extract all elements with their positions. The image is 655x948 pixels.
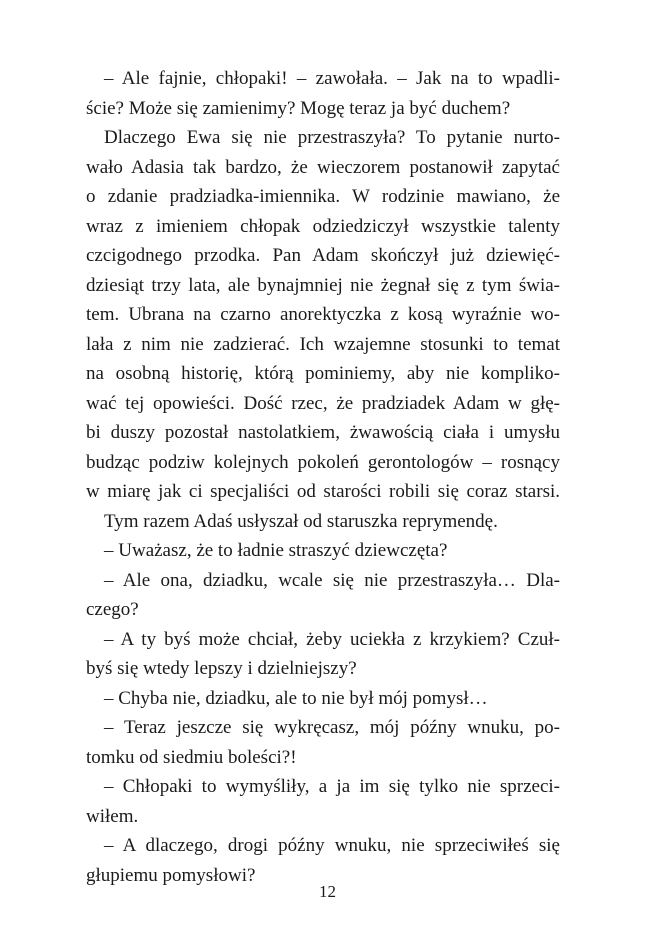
text-line: o zdanie pradziadka-imiennika. W rodzinie mawiano, że [86,186,560,207]
text-line: czcigodnego przodka. Pan Adam skończył już dziewięć- [86,245,560,266]
text-line: – Uważasz, że to ładnie straszyć dziewczęta? [104,540,448,561]
text-line: Tym razem Adaś usłyszał od staruszka reprymendę. [104,510,498,532]
text-line: – A ty byś może chciał, żeby uciekła z krzykiem? Czuł- [104,628,560,650]
text-line: głupiemu pomysłowi? [86,864,256,886]
text-line: czego? [86,599,139,620]
text-line: ście? Może się zamienimy? Mogę teraz ja być duchem? [86,97,511,119]
text-line: na osobną historię, którą pominiemy, aby nie kompliko- [86,363,560,384]
text-line: – Chyba nie, dziadku, ale to nie był mój pomysł… [104,687,488,709]
text-line: – A dlaczego, drogi późny wnuku, nie sprzeciwiłeś się [104,835,560,856]
text-line: – Chłopaki to wymyśliły, a ja im się tylko nie sprzeci- [104,776,560,797]
text-line: wraz z imieniem chłopak odziedziczył wszystkie talenty [86,215,560,237]
text-line: byś się wtedy lepszy i dzielniejszy? [86,658,357,679]
text-line: – Ale ona, dziadku, wcale się nie przestraszyła… Dla- [104,569,560,591]
page-number: 12 [319,882,336,901]
text-line: wiłem. [86,805,139,827]
text-line: lała z nim nie zadzierać. Ich wzajemne stosunki to temat [86,333,560,355]
text-line: budząc podziw kolejnych pokoleń gerontologów – rosnący [86,451,560,473]
text-line: tomku od siedmiu boleści?! [86,746,297,768]
text-line: tem. Ubrana na czarno anorektyczka z kosą wyraźnie wo- [86,304,560,325]
text-line: wało Adasia tak bardzo, że wieczorem postanowił zapytać [86,156,560,178]
text-line: – Ale fajnie, chłopaki! – zawołała. – Jak na to wpadli- [104,68,560,89]
text-line: – Teraz jeszcze się wykręcasz, mój późny wnuku, po- [104,717,560,738]
text-line: wać tej opowieści. Dość rzec, że pradziadek Adam w głę- [86,392,560,414]
text-line: w miarę jak ci specjaliści od starości robili się coraz starsi. [86,481,560,502]
text-line: bi duszy pozostał nastolatkiem, żwawością ciała i umysłu [86,422,560,443]
text-line: Dlaczego Ewa się nie przestraszyła? To pytanie nurto- [104,127,560,148]
text-line: dziesiąt trzy lata, ale bynajmniej nie żegnał się z tym świa- [86,274,560,296]
body-text [86,64,560,890]
